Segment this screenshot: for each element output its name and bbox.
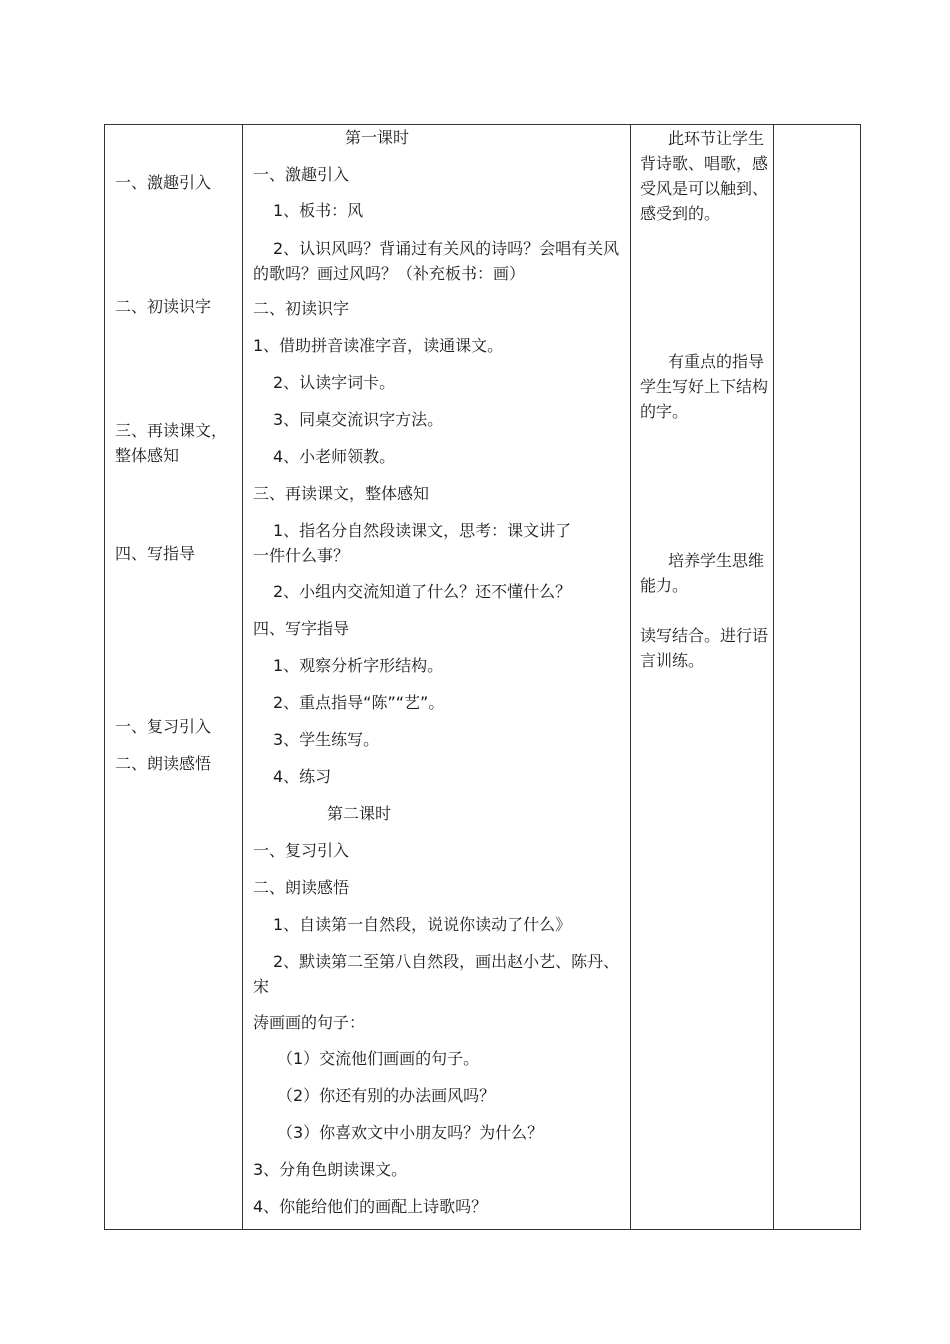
process-heading: 三、再读课文，整体感知 [253, 484, 430, 503]
process-line: 涛画画的句子： [253, 1013, 366, 1032]
section-heading: 一、复习引入 [115, 717, 212, 736]
process-heading: 一、激趣引入 [253, 165, 350, 184]
process-heading: 一、复习引入 [253, 841, 350, 860]
design-note: 有重点的指导学生写好上下结构的字。 [640, 352, 769, 421]
process-line: 1、板书：风 [273, 201, 364, 220]
process-line: （3）你喜欢文中小朋友吗？为什么？ [277, 1123, 544, 1142]
lesson-title: 第二课时 [327, 804, 392, 823]
column-divider [773, 125, 774, 1229]
section-heading: 一、激趣引入 [115, 173, 212, 192]
lesson-title: 第一课时 [345, 128, 410, 147]
process-line: 3、分角色朗读课文。 [253, 1160, 408, 1179]
design-note: 读写结合。进行语言训练。 [640, 626, 769, 670]
design-note: 此环节让学生背诗歌、唱歌，感受风是可以触到、感受到的。 [640, 129, 769, 223]
process-line: 1、观察分析字形结构。 [273, 656, 444, 675]
column-divider [630, 125, 631, 1229]
process-line: 1、自读第一自然段，说说你读动了什么》 [273, 915, 572, 934]
section-heading: 三、再读课文， [115, 421, 228, 440]
section-heading: 二、初读识字 [115, 297, 212, 316]
process-line: 3、学生练写。 [273, 730, 380, 749]
process-line: 4、你能给他们的画配上诗歌吗？ [253, 1197, 488, 1216]
process-line: 2、重点指导“陈”“艺”。 [273, 693, 445, 712]
process-line: 2、小组内交流知道了什么？还不懂什么？ [273, 582, 572, 601]
section-heading: 四、写指导 [115, 544, 196, 563]
section-heading: 整体感知 [115, 446, 180, 465]
process-line: 2、默读第二至第八自然段，画出赵小艺、陈丹、宋 [253, 952, 620, 996]
process-line: 1、指名分自然段读课文，思考：课文讲了一件什么事？ [253, 521, 572, 565]
process-heading: 二、朗读感悟 [253, 878, 350, 897]
process-line: 1、借助拼音读准字音，读通课文。 [253, 336, 504, 355]
process-line: 3、同桌交流识字方法。 [273, 410, 444, 429]
process-line: （1）交流他们画画的句子。 [277, 1049, 480, 1068]
process-line: （2）你还有别的办法画风吗？ [277, 1086, 496, 1105]
lesson-plan-table [104, 124, 861, 1230]
process-heading: 二、初读识字 [253, 299, 350, 318]
process-line: 4、练习 [273, 767, 332, 786]
process-line: 2、认识风吗？背诵过有关风的诗吗？会唱有关风的歌吗？画过风吗？（补充板书：画） [253, 239, 620, 283]
section-heading: 二、朗读感悟 [115, 754, 212, 773]
process-heading: 四、写字指导 [253, 619, 350, 638]
process-line: 4、小老师领教。 [273, 447, 396, 466]
design-note: 培养学生思维能力。 [640, 551, 765, 595]
column-divider [242, 125, 243, 1229]
process-line: 2、认读字词卡。 [273, 373, 396, 392]
